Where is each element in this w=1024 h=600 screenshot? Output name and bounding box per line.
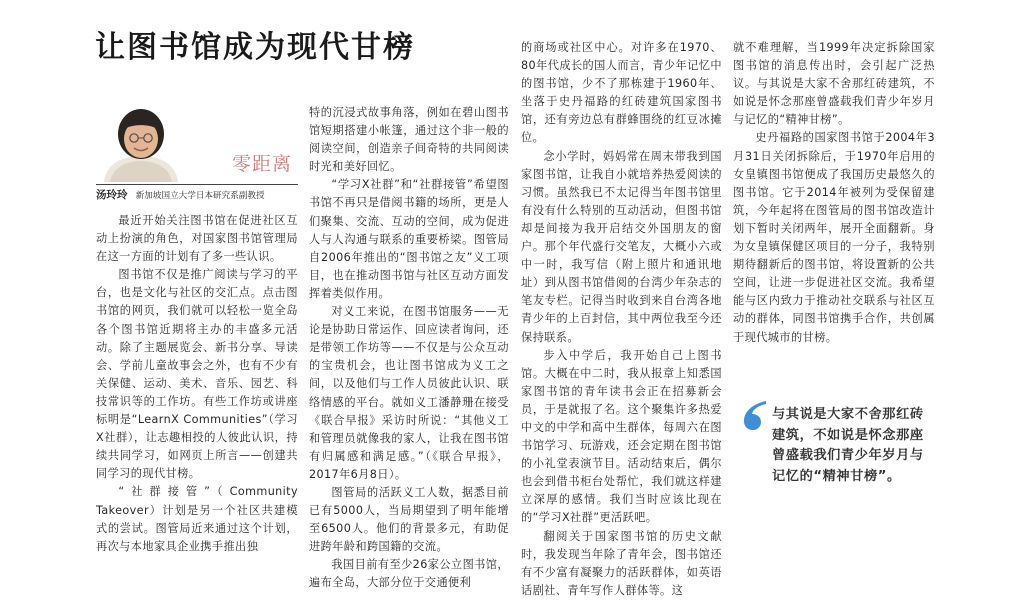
quote-mark-icon <box>740 398 770 432</box>
paragraph: 就不难理解，当1999年决定拆除国家图书馆的消息传出时，会引起广泛热议。与其说是大家不舍那红砖建筑，不如说是怀念那座曾盛载我们青少年岁月与记忆的“精神甘榜”。 <box>733 41 935 127</box>
paragraph: 图管局的活跃义工人数，据悉目前已有5000人，当局期望到了明年能增至6500人。他们的背景多元，有助促进跨年龄和跨国籍的交流。 <box>309 485 509 554</box>
pull-quote: 与其说是大家不舍那红砖建筑，不如说是怀念那座曾盛载我们青少年岁月与记忆的“精神甘榜”。 <box>772 407 924 484</box>
paragraph: 图书馆不仅是推广阅读与学习的平台，也是文化与社区的交汇点。点击图书馆的网页，我们就可以轻松一览全岛各个图书馆近期将主办的丰盛多元活动。除了主题展览会、新书分享、导读会、学前儿童故事会之外，也有不少有关保健、运动、美术、音乐、园艺、科技常识等的工作坊。有些工作坊或讲座标明是“LearnX Communities”（学习X社群），让志趣相投的人彼此认识，持续共同学习，如网页上所言——创建共同学习的现代甘榜。 <box>96 268 298 481</box>
paragraph: 特的沉浸式故事角落，例如在碧山图书馆短期搭建小帐篷，通过这个非一般的阅读空间，创造亲子间奇特的共同阅读时光和美好回忆。 <box>309 106 509 174</box>
paragraph: “社群接管”（Community Takeover）计划是另一个社区共建模式的尝试。图管局近来通过这个计划，再次与本地家具企业携手推出独 <box>96 485 298 553</box>
article-column-4 <box>733 39 935 344</box>
paragraph: 最近开始关注图书馆在促进社区互动上扮演的角色，对国家图书馆管理局在这一方面的计划有了多一些认识。 <box>96 214 298 264</box>
paragraph: 步入中学后，我开始自己上图书馆。大概在中二时，我从报章上知悉国家图书馆的青年读书会正在招募新会员，于是就报了名。这个聚集许多热爱中文的中学和高中生群体，每周六在图书馆学习、玩游戏，还会定期在图书馆的小礼堂表演节目。活动结束后，偶尔也会到借书柜台处帮忙，我们就这样建立深厚的感情。我们当时应该比现在的“学习X社群”更活跃吧。 <box>521 348 722 525</box>
byline <box>96 184 298 202</box>
author-affiliation: 新加坡国立大学日本研究系副教授 <box>135 191 265 201</box>
article-column-2 <box>309 104 509 590</box>
column-name: 零距离 <box>232 153 293 175</box>
paragraph: 史丹福路的国家图书馆于2004年3月31日关闭拆除后，于1970年启用的女皇镇图书馆便成了我国历史最悠久的图书馆。它于2014年被列为受保留建筑，今年起将在图管局的图书馆改造计划下暂时关闭两年，展开全面翻新。身为女皇镇保健区项目的一分子，我特别期待翻新后的图书馆，将设置新的公共空间，让进一步促进社区交流。我希望能与区内致力于推动社交联系与社区互动的群体，同图书馆携手合作，共创属于现代城市的甘榜。 <box>733 131 935 344</box>
article-column-3 <box>521 39 722 597</box>
author-portrait <box>96 104 186 182</box>
article-column-1 <box>96 212 298 572</box>
author-name: 汤玲玲 <box>96 189 128 201</box>
paragraph: 对义工来说，在图书馆服务——无论是协助日常运作、回应读者询问，还是带领工作坊等——不仅是与公众互动的宝贵机会，也让图书馆成为义工之间，以及他们与工作人员彼此认识、联络情感的平台。就如义工潘静珊在接受《联合早报》采访时所说：“其他义工和管理员就像我的家人，让我在图书馆有归属感和满足感。”（《联合早报》，2017年6月8日）。 <box>309 305 509 481</box>
paragraph: 的商场或社区中心。对许多在1970、80年代成长的国人而言，青少年记忆中的图书馆，少不了那栋建于1960年、坐落于史丹福路的红砖建筑国家图书馆，还有旁边总有群蜂围绕的红豆冰摊位。 <box>521 41 722 145</box>
paragraph: 我国目前有至少26家公立图书馆，遍布全岛，大部分位于交通便利 <box>309 558 509 590</box>
paragraph: 翻阅关于国家图书馆的历史文献时，我发现当年除了青年会，图书馆还有不少富有凝聚力的活跃群体，如英语话剧社、青年写作人群体等。这 <box>521 529 722 597</box>
paragraph: “学习X社群”和“社群接管”希望图书馆不再只是借阅书籍的场所，更是人们聚集、交流、互动的空间，成为促进人与人沟通与联系的重要桥梁。图管局自2006年推出的“图书馆之友”义工项目，也在推动图书馆与社区互动方面发挥着类似作用。 <box>309 178 509 300</box>
article-title: 让图书馆成为现代甘榜 <box>95 30 415 65</box>
paragraph: 念小学时，妈妈常在周末带我到国家图书馆，让我自小就培养热爱阅读的习惯。虽然我已不太记得当年图书馆里有没有什么特别的互动活动，但图书馆却是间接为我开启结交外国朋友的窗户。那个年代盛行交笔友，大概小六或中一时，我写信（附上照片和通讯地址）到从图书馆借阅的台湾少年杂志的笔友专栏。记得当时收到来自台湾各地青少年的上百封信，其中两位我至今还保持联系。 <box>521 149 722 344</box>
